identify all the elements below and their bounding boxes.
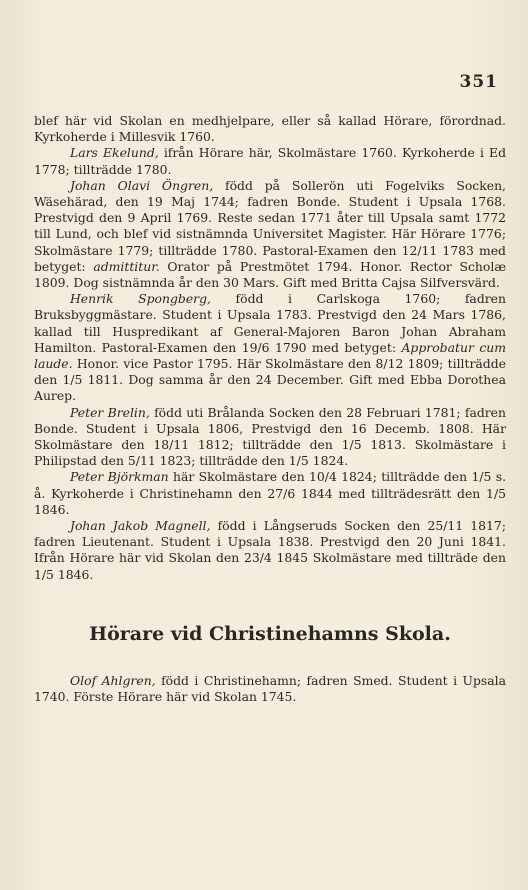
entry-lars-ekelund xyxy=(34,145,506,177)
entry-text: blef här vid Skolan en medhjelpare, eller så kallad Hörare, förordnad. Kyrkoherde i Millesvik 1760. xyxy=(34,113,506,145)
entry-peter-brelin xyxy=(34,405,506,470)
entry-peter-bjorkman xyxy=(34,469,506,518)
page-number: 351 xyxy=(459,72,498,92)
entry-text-cont: Orator på Prestmötet 1794. Honor. Rector Scholæ 1809. Dog sistnämnda år den 30 Mars. Gift med Britta Cajsa Silfversvärd. xyxy=(34,258,506,291)
person-name: Olof Ahlgren, xyxy=(70,672,156,688)
person-name: Lars Ekelund, xyxy=(70,145,159,161)
entry-henrik-spongberg xyxy=(34,291,506,404)
grade-text: Approbatur cum laude. xyxy=(34,339,506,372)
entry-text: född uti Brålanda Socken den 28 Februari 1781; fadren Bonde. Student i Upsala 1806, Prestvigd den 16 Decemb. 1808. Här Skolmästare den 18/11 1812; tillträdde den 1/5 1813. Skolmästare i Philipstad den 5/11 1823; tillträdde den 1/5 1824. xyxy=(34,404,506,469)
entry-text: här Skolmästare den 10/4 1824; tillträdde den 1/5 s. å. Kyrkoherde i Christinehamn den 27/6 1844 med tillträdesrätt den 1/5 1846. xyxy=(34,469,507,517)
entry-text: ifrån Hörare här, Skolmästare 1760. Kyrkoherde i Ed 1778; tillträdde 1780. xyxy=(34,145,506,177)
person-name: Johan Jakob Magnell, xyxy=(70,518,211,534)
grade-text: admittitur. xyxy=(93,258,160,274)
entry-text: född i Långseruds Socken den 25/11 1817; fadren Lieutenant. Student i Upsala 1838. Prestvigd den 20 Juni 1841. Ifrån Hörare här vid Skolan den 23/4 1845 Skolmästare med tillträde den 1/5 1846. xyxy=(34,518,506,582)
entry-text-cont: Honor. vice Pastor 1795. Här Skolmästare den 8/12 1809; tillträdde den 1/5 1811. Dog samma år den 24 December. Gift med Ebba Dorothea Aurep. xyxy=(34,356,506,404)
entry-text: född i Christinehamn; fadren Smed. Student i Upsala 1740. Förste Hörare här vid Skolan 1745. xyxy=(34,672,506,705)
page-content xyxy=(34,113,506,705)
entry-text: född i Carlskoga 1760; fadren Bruksbyggmästare. Student i Upsala 1783. Prestvigd den 24 Mars 1786, kallad till Huspredikant af General-Majoren Baron Johan Abraham Hamilton. Pastoral-Examen den 19/6 1790 med betyget: xyxy=(34,291,506,355)
entry-johan-jakob-magnell xyxy=(34,518,506,583)
section-heading: Hörare vid Christinehamns Skola. xyxy=(89,622,451,645)
person-name: Johan Olavi Öngren, xyxy=(70,177,214,193)
entry-text: född på Sollerön uti Fogelviks Socken, Wäsehärad, den 19 Maj 1744; fadren Bonde. Student i Upsala 1768. Prestvigd den 9 April 1769. Reste sedan 1771 åter till Upsala samt 1772 till Lund, och blef vid sistnämnda Universitet Magister. Här Hörare 1776; Skolmästare 1779; tillträdde 1780. Pastoral-Examen den 12/11 1783 med betyget: xyxy=(34,177,506,274)
person-name: Henrik Spongberg, xyxy=(70,291,211,307)
entry-olof-ahlgren xyxy=(34,673,506,705)
entry-johan-olavi-ongren xyxy=(34,178,506,291)
entry-continuation xyxy=(34,113,506,145)
person-name: Peter Brelin, xyxy=(70,404,150,420)
person-name: Peter Björkman xyxy=(70,469,169,485)
